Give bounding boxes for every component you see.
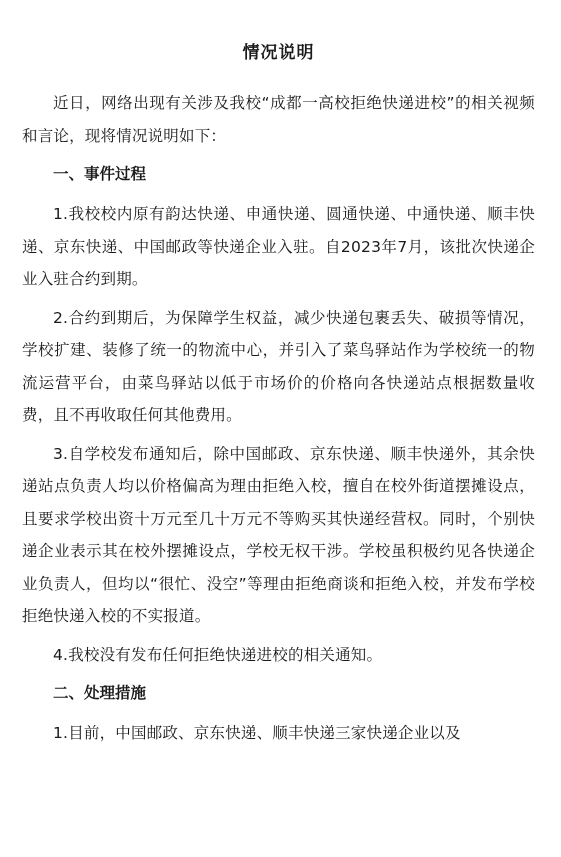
- process-paragraph-4: 4.我校没有发布任何拒绝快递进校的相关通知。: [53, 645, 383, 664]
- process-paragraph-1: 1.我校校内原有韵达快递、申通快递、圆通快递、中通快递、顺丰快递、京东快递、中国邮政等快递企业入驻。自2023年7月，该批次快递企业入驻合约到期。: [22, 205, 535, 288]
- document-title: 情况说明: [242, 43, 315, 63]
- process-paragraph-2: 2.合约到期后，为保障学生权益，减少快递包裹丢失、破损等情况，学校扩建、装修了统一的物流中心，并引入了菜鸟驿站作为学校统一的物流运营平台，由菜鸟驿站以低于市场价的价格向各快递站点根据数量收费，且不再收取任何其他费用。: [22, 308, 535, 424]
- process-paragraph-3: 3.自学校发布通知后，除中国邮政、京东快递、顺丰快递外，其余快递站点负责人均以价格偏高为理由拒绝入校，擅自在校外街道摆摊设点，且要求学校出资十万元至几十万元不等购买其快递经营权。同时，个别快递企业表示其在校外摆摊设点，学校无权干涉。学校虽积极约见各快递企业负责人，但均以“很忙、没空”等理由拒绝商谈和拒绝入校，并发布学校拒绝快递入校的不实报道。: [22, 444, 535, 625]
- intro-paragraph: 近日，网络出现有关涉及我校“成都一高校拒绝快递进校”的相关视频和言论，现将情况说明如下：: [22, 94, 535, 145]
- measures-paragraph-1: 1.目前，中国邮政、京东快递、顺丰快递三家快递企业以及: [53, 724, 461, 742]
- section-heading-process: 一、事件过程: [53, 165, 147, 183]
- section-heading-measures: 二、处理措施: [53, 684, 147, 702]
